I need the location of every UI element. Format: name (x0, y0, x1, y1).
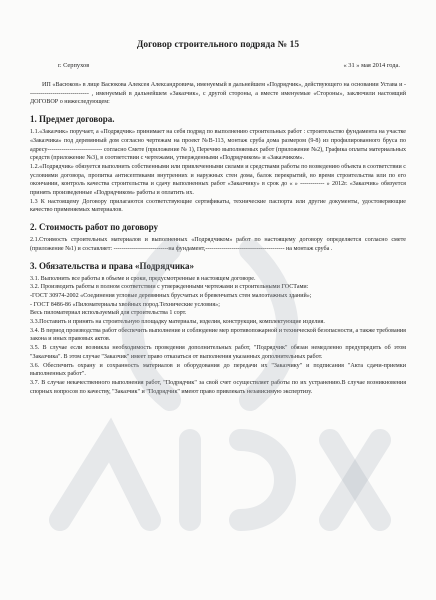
gost-8486: - ГОСТ 8486-86 «Пиломатериалы хвойных пород.Технические условия»; (30, 301, 220, 308)
contract-title: Договор строительного подряда № 15 (136, 40, 300, 50)
clause-3-3: 3.3.Поставить и принять на строительную площадку материалы, изделия, конструкции, комплектующие изделия. (30, 319, 325, 326)
clause-3-1: 3.1. Выполнить все работы в объеме и сроки, предусмотренные в настоящем договоре. (30, 275, 256, 282)
clause-3-7: 3.7. В случае некачественного выполнения работ, "Подрядчик" за свой счет осуществляет работы по их устранению.В случае возникновения спорных вопросов по качеству, "Заказчик" и "Подрядчик" имеют право привлекать независимую экспертизу. (30, 379, 406, 395)
section-1-heading: 1. Предмет договора. (30, 114, 115, 125)
contract-date: « 31 » мая 2014 года. (343, 62, 400, 69)
clause-1-2: 1.2.«Подрядчик» обязуется выполнить собственными или привлеченными силами и средствами работы по возведению объекта в соответствии с условиями договора, пропитка антисептиками внутренних и наружных стен дома, балок перекрытий, во время строительства или по его окончании, контроль качества строительства и сдачу выполненных работ «Заказчику» в срок до « » ------------ » 2012г. «Заказчик» обязуется принять произведенные «Подрядчиком» работы и оплатить их. (30, 163, 406, 197)
lumber-grade: Весь пиломатериал используемый для строительства 1 сорт. (30, 310, 187, 317)
clause-3-4: 3.4. В период производства работ обеспечить выполнение и соблюдение мер противопожарной и технической безопасности, а также требования закона и иных правовых актов. (30, 327, 406, 343)
clause-3-5: 3.5. В случае если возникла необходимость проведения дополнительных работ, "Подрядчик" обязан немедленно предупредить об этом "Заказчика". В этом случае "Заказчик" имеет право отказаться от выполнения указанных дополнительных работ. (30, 345, 406, 360)
city: г. Серпухов (58, 62, 90, 69)
place-date-row (30, 62, 406, 69)
clause-1-1: 1.1.«Заказчик» поручает, а «Подрядчик» принимает на себя подряд по выполнению строительных работ : строительство фундамента на участке «Заказчика» под деревянный дом согласно чертежам на проект №В-113, монтаж сруба дома размером (9-8) из профилированного бруса по адресу--------------------------- согласно Смете (приложение № 1), Перечню выполняемых работ (приложение №2), Графика оплаты материальных средств (приложение №3), в соответствии с чертежами, утвержденными «Подрядчиком» и «Заказчиком». (30, 129, 406, 162)
clause-3-6: 3.6. Обеспечить охрану и сохранность материалов и оборудования до передачи их "Заказчику" и подписания "Акта сдачи-приемки выполненных работ". (30, 362, 406, 378)
clause-2-1: 2.1.Стоимость строительных материалов и выполненных «Подрядчиком» работ по настоящему договору определяется согласно смете (приложение №1) и составляет: ---------------------------на фундамент,--------------------------------------- на монтаж сруба . (30, 237, 406, 252)
clause-1-3: 1.3 К настоящему Договору прилагаются соответствующие сертификаты, технические паспорта или другие документы, удостоверяющие качество применяемых материалов. (30, 198, 406, 214)
gost-30974: -ГОСТ 30974-2002 «Соединения угловые деревянных брусчатых и бревенчатых стен малоэтажных зданий»; (30, 292, 312, 299)
section-3-heading: 3. Обязательства и права «Подрядчика» (30, 260, 195, 271)
section-2-heading: 2. Стоимость работ по договору (30, 222, 159, 233)
clause-3-2: 3.2. Производить работы в полном соответствии с утвержденными чертежами и строительными ГОСТами: (30, 284, 309, 291)
intro-paragraph: ИП «Васюков» в лице Васюкова Алексея Александровича, именуемый в дальнейшем «Подрядчик», действующего на основании Устава и ------------------------------ , именуемый в дальнейшем «Заказчик», с другой стороны, а вместе именуемые «Стороны», заключили настоящий ДОГОВОР о нижеследующем: (30, 82, 406, 106)
